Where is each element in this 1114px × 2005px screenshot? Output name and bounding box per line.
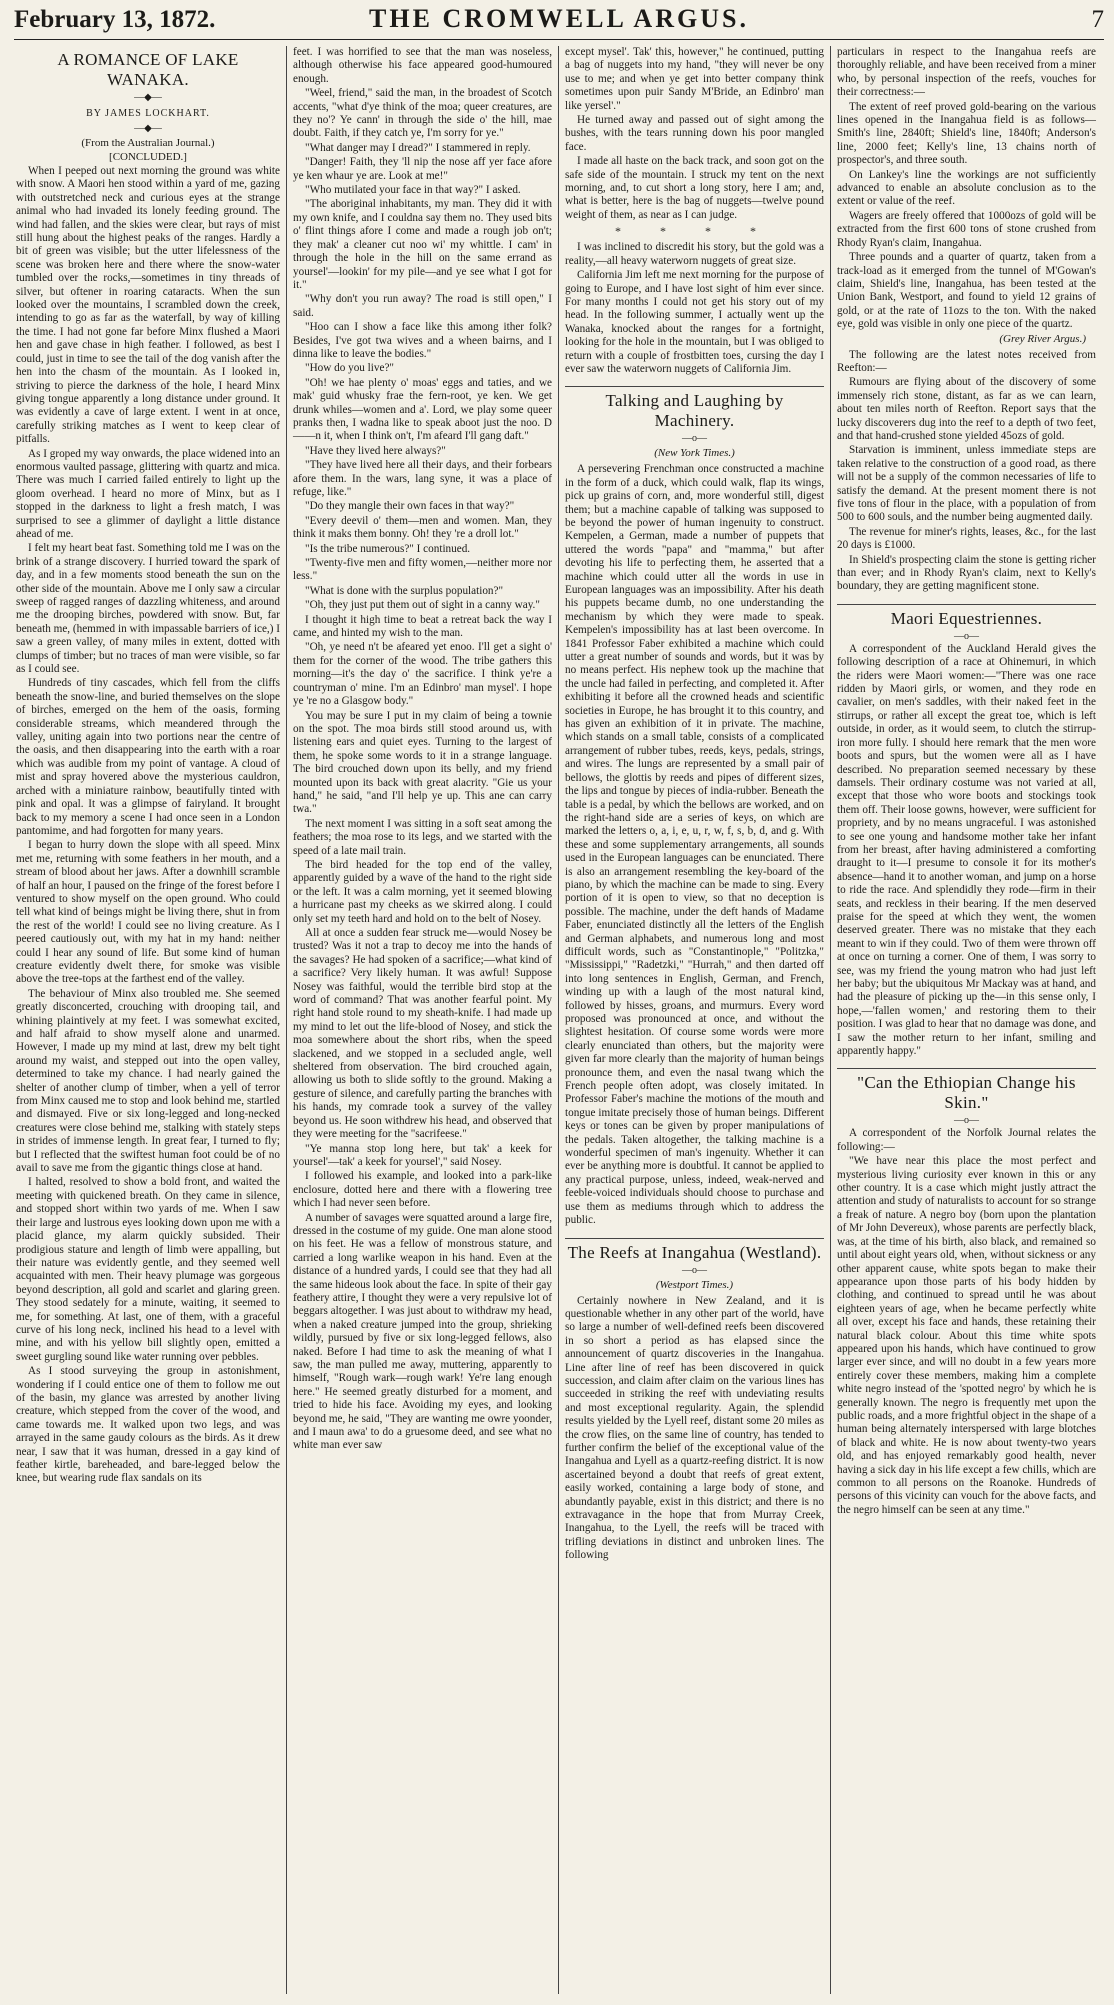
paragraph: In Shield's prospecting claim the stone is getting richer than ever; and in Rhody Ryan's claim, next to Kelly's boundary, they are getting magnificent stone. bbox=[837, 553, 1096, 593]
paragraph: I followed his example, and looked into a park-like enclosure, dotted here and there with a flowering tree which I had never seen before. bbox=[293, 1170, 552, 1210]
paragraph: The next moment I was sitting in a soft seat among the feathers; the moa rose to its legs, and we started with the speed of a late mail train. bbox=[293, 817, 552, 857]
divider bbox=[837, 604, 1096, 605]
divider bbox=[565, 386, 824, 387]
paragraph: "Danger! Faith, they 'll nip the nose aff yer face afore ye ken whaur ye are. Look at me!" bbox=[293, 156, 552, 182]
masthead bbox=[14, 0, 1104, 40]
paragraph: Three pounds and a quarter of quartz, taken from a track-load as it emerged from the tunnel of M'Gowan's claim, Shield's line, Inangahua, has been tested at the Union Bank, Westport, and found to yield 12 grains of gold, or at the rate of 11ozs to the ton. With the naked eye, gold was visible in only one piece of the quartz. bbox=[837, 251, 1096, 331]
paragraph: The extent of reef proved gold-bearing on the various lines opened in the Inangahua field is as follows—Smith's line, 2840ft; Shield's line, 1840ft; Anderson's line, 2000 feet; Kelly's line, 13 chains north of prospector's, and three south. bbox=[837, 100, 1096, 167]
paragraph: A correspondent of the Auckland Herald gives the following description of a race at Ohinemuri, in which the riders were Maori women:—"There was one race ridden by Maori girls, or women, and they rode en cavalier, on men's saddles, with their naked feet in the stirrups, or rather all except the great toe, which is left outside, in order, as it would seem, to clutch the stirrup-iron more fully. I should here remark that the men wore boots and spurs, but the women were all as I have described. No preparation seemed necessary by these damsels. Their ordinary costume was not varied at all, except that those who wore boots and stockings took them off. Their loose gowns, however, were sufficient for propriety, and by no means ungraceful. I was astonished to see one young and handsome mother take her infant from her breast, after having administered a comforting draught to it—I presume to console it for its mother's absence—hand it to another woman, and jump on a horse to ride the race. And splendidly they rode—firm in their seats, and reckless in their bearing. If the men deserved praise for the speed at which they went, the women deserved greater. There was no mistake that they each meant to win if they could. Two of them were thrown off at once on turning a corner. One of them, I was sorry to see, was my friend the young matron who had just left her baby; but the ubiquitous Mr Mackay was at hand, and had the pleasure of picking up the—in this sense only, I hope,—'fallen women,' and restoring them to their position. I was glad to hear that no damage was done, and I saw the mother return to her infant, smiling and apparently happy." bbox=[837, 642, 1096, 1058]
paragraph: except mysel'. Tak' this, however," he continued, putting a bag of nuggets into my hand, "they will never be ony use to me; and when ye get into better company think sometimes upon puir Sandy M'Bride, an Edinbro' man like yersel'." bbox=[565, 46, 824, 112]
paragraph: You may be sure I put in my claim of being a townie on the spot. The moa birds still stood around us, with listening ears and quiet eyes. Turning to the largest of them, he spoke some words to it in a strange language. The bird crouched down upon its belly, and my friend mounted upon its back with great alacrity. "Gie us your hand," he said, "and I'll help ye up. This ane can carry twa." bbox=[293, 709, 552, 816]
paragraph: "Hoo can I show a face like this among ither folk? Besides, I've got twa wives and a wheen bairns, and I dinna like to leave the bodies." bbox=[293, 321, 552, 360]
paragraph: "They have lived here all their days, and their forbears afore them. In the wars, lang syne, it was a place of refuge, like." bbox=[293, 459, 552, 498]
paragraph: The revenue for miner's rights, leases, &c., for the last 20 days is £1000. bbox=[837, 525, 1096, 552]
newspaper-title: THE CROMWELL ARGUS. bbox=[369, 4, 749, 33]
paragraph: A number of savages were squatted around a large fire, dressed in the costume of my guide. One man alone stood on his feet. He was a fellow of monstrous stature, and carried a long warlike weapon in his hand. Even at the distance of a hundred yards, I could see that they had all the same hideous look about the face. In spite of their gay feathery attire, I thought they were a very repulsive lot of beggars altogether. I was just about to withdraw my head, when a naked creature jumped into the group, shrieking wildly, pursued by five or six long-legged fellows, also naked. Before I had time to ask the meaning of what I saw, the man pulled me away, muttering, apparently to himself, "Rough wark—rough wark! Ye're lang enough here." He seemed greatly disturbed for a moment, and tried to hide his face. Avoiding my eyes, and looking beyond me, he said, "They are wanting me owre yoonder, and I maun awa' to do a gruesome deed, and see what no white man ever saw bbox=[293, 1211, 552, 1452]
paragraph: The following are the latest notes received from Reefton:— bbox=[837, 348, 1096, 374]
paragraph: When I peeped out next morning the ground was white with snow. A Maori hen stood within a yard of me, gazing with outstretched neck and curious eyes at the strange animal who had invaded its lonely feeding ground. The wind had fallen, and the skies were clear, but rays of mist still hung about the highest peaks of the ranges. Hardly a bit of green was visible; but the utter lifelessness of the scene was broken here and there where the snow-water tumbled over the rocks,—sometimes in tiny threads of silver, but oftener in roaring cataracts. When the sun looked over the mountains, I scrambled down the creek, intending to go as far as the waterfall, by way of killing the time. I had not gone far before Minx flushed a Maori hen and gave chase in high feather. I followed, as best I could, just in time to see the tail of the dog vanish after the hen into the chasm of the mountain. As I looked in, striving to pierce the darkness of the hole, I heard Minx giving tongue apparently a long distance under ground. It was evidently a cave of large extent. I went in at once, carefully striking matches as I went to keep clear of pitfalls. bbox=[16, 165, 280, 446]
paragraph: California Jim left me next morning for the purpose of going to Europe, and I have lost sight of him ever since. For many months I could not get his story out of my head. In the following summer, I actually went up the Wanaka, knocked about the ranges for a fortnight, looking for the hole in the mountain, but I was obliged to return with a couple of frostbitten toes, cursing the day I ever saw the waterworn nuggets of California Jim. bbox=[565, 269, 824, 375]
paragraph: "Why don't you run away? The road is still open," I said. bbox=[293, 293, 552, 319]
paragraph: "Do they mangle their own faces in that way?" bbox=[305, 500, 515, 513]
story-source: (Westport Times.) bbox=[655, 1278, 734, 1291]
story-source: (From the Australian Journal.) bbox=[81, 137, 215, 149]
paragraph: Starvation is imminent, unless immediate steps are taken relative to the construction of a good road, as there will not be a supply of the common necessaries of life to satisfy the demand. At the present moment there is not five tons of flour in the place, with a population of from 500 to 600 souls, and the number being augmented daily. bbox=[837, 444, 1096, 524]
paragraph: I halted, resolved to show a bold front, and waited the meeting with quickened breath. On they came in silence, and stopped short within two yards of me. When I saw their large and lustrous eyes looking down upon me with a placid glance, my alarm quickly subsided. Their prodigious stature and length of limb were appalling, but their nature was evidently gentle, and they seemed well acquainted with men. Their heavy plumage was gorgeous beyond description, all gold and scarlet and glaring green. They stood sedately for a minute, waiting, it seemed to me, for something. At last, one of them, with a graceful curve of his long neck, inclined his head to a level with mine, and with his yellow bill slightly open, emitted a sweet gurgling sound like water running over pebbles. bbox=[16, 1176, 280, 1363]
paragraph: "Twenty-five men and fifty women,—neither more nor less." bbox=[293, 557, 552, 583]
paragraph: "We have near this place the most perfect and mysterious living curiosity ever known in this or any other country. It is a case which might justly attract the attention and study of naturalists to account for so strange a freak of nature. A negro boy (born upon the plantation of Mr John Devereux), whose parents are perfectly black, was, at the time of his birth, also black, and remained so until about eight years old, when, without sickness or any other apparent cause, white spots began to make their appearance upon those parts of his body hidden by clothing, and continued to spread until he was about eighteen years of age, when he became perfectly white all over, except his face and hands, these retaining their natural black colour. About this time white spots appeared upon his hands, which have continued to grow larger ever since, and will no doubt in a few years more entirely cover these members, making him a complete white negro instead of the 'spotted negro' by which he is generally known. The negro is frequently met upon the public roads, and a more frightful object in the shape of a human being alternately interspersed with large blotches of black and white. He is now about twenty-two years old, and has enjoyed remarkably good health, never having a sick day in his life except a few chills, which are common to all persons on the Roanoke. Hundreds of persons of this vicinity can vouch for the above facts, and the negro himself can be seen at any time." bbox=[837, 1155, 1096, 1516]
story-title: Talking and Laughing by Machinery. bbox=[605, 391, 784, 431]
paragraph: Hundreds of tiny cascades, which fell from the cliffs beneath the snow-line, and buried themselves on the slope of birches, emerged on the hem of the oasis, forming considerable streams, which meandered through the valley, uniting again into two portions near the centre of the oasis, and then disappearing into the earth with a roar which was audible from my point of vantage. A cloud of mist and spray hovered above the mysterious cauldron, arched with a miniature rainbow, beautifully tinted with pink and opal. It was a glimpse of fairyland. It brought back to my memory a scene I had once seen in a London pantomime, and had forgotten for many years. bbox=[16, 677, 280, 837]
paragraph: The bird headed for the top end of the valley, apparently guided by a wave of the hand to the right side or the left. It was a calm morning, yet it seemed blowing a hurricane past my cheeks as we skirred along. I could only set my teeth hard and hold on to the belt of Nosey. bbox=[293, 858, 552, 925]
section-stars: * * * * bbox=[615, 224, 774, 239]
paragraph: I thought it high time to beat a retreat back the way I came, and hinted my wish to the man. bbox=[293, 613, 552, 640]
page-number: 7 bbox=[1091, 6, 1104, 33]
story-source: (New York Times.) bbox=[654, 447, 735, 460]
paragraph: I felt my heart beat fast. Something told me I was on the brink of a strange discovery. I hurried toward the spark of day, and in a few moments stood beneath the sun on the other side of the mountain. Above me I only saw a circular sweep of ragged ranges of dazzling whiteness, and around me the drooping birches, powdered with snow. But, far beneath me, (hemmed in with impassable barriers of ice,) I saw a green valley, of many miles in extent, dotted with clumps of timber; but no traces of man were visible, so far as I could see. bbox=[16, 542, 280, 676]
paragraph: All at once a sudden fear struck me—would Nosey be trusted? Was it not a trap to decoy me into the hands of the savages? He had spoken of a sacrifice;—what kind of a sacrifice? Very likely human. It was awful! Suppose Nosey was faithful, would the terrible bird stop at the word of command? That was another fearful point. My right hand stole round to my sheath-knife. I had made up my mind to let out the life-blood of Nosey, and stick the moa somewhere about the short ribs, when the speed slackened, and we stopped in a secluded angle, well sheltered from observation. The bird crouched again, allowing us both to slide softly to the ground. Making a gesture of silence, and carefully parting the branches with his hands, my comrade took a survey of the valley beyond us. He soon withdrew his head, and observed that they were meeting for the "sacrifeese." bbox=[293, 927, 552, 1141]
paragraph: He turned away and passed out of sight among the bushes, with the tears running down his poor mangled face. bbox=[565, 114, 824, 153]
paragraph: Wagers are freely offered that 1000ozs of gold will be extracted from the first 600 tons of stone crushed from Rhody Ryan's claim, Inangahua. bbox=[837, 209, 1096, 249]
issue-date: February 13, 1872. bbox=[14, 6, 216, 33]
paragraph: feet. I was horrified to see that the man was noseless, although otherwise his face appeared good-humoured enough. bbox=[293, 46, 552, 85]
paragraph: "The aboriginal inhabitants, my man. They did it with my own knife, and I couldna say them no. They used bits o' flint things afore I come and made a rough job on't; they mak' a cleaner cut noo wi' my whittle. I cam' in through the hole in the hill on the same errand as yoursel'—lookin' for my pile—and ye see what I got for it." bbox=[293, 198, 552, 291]
author-byline: BY JAMES LOCKHART. bbox=[86, 108, 210, 119]
paragraph: "How do you live?" bbox=[305, 362, 394, 375]
paragraph: "Oh, they just put them out of sight in a canny way." bbox=[305, 599, 540, 612]
paragraph: "Oh! we hae plenty o' moas' eggs and taties, and we mak' guid whusky frae the fern-root, ye ken. We get drunk whiles—women and a'. Lord, we play some queer pranks then, I wadna like to speak aboot just the noo. D——n it, when I think on't, I'm afeard I'll gang daft." bbox=[293, 376, 552, 443]
divider bbox=[837, 1068, 1096, 1069]
paragraph: "Ye manna stop long here, but tak' a keek for yoursel'—tak' a keek for yoursel'," said Nosey. bbox=[293, 1142, 552, 1168]
divider bbox=[565, 1238, 824, 1239]
column-2 bbox=[286, 46, 558, 1994]
paragraph: "Every deevil o' them—men and women. Man, they think it maks them bonny. Oh! they 're a droll lot." bbox=[293, 514, 552, 541]
paragraph: Rumours are flying about of the discovery of some immensely rich stone, distant, as far as we can learn, about ten miles north of Reefton. Report says that the lucky discoverers dug into the reef to a depth of two feet, and that hand-crushed stone yielded 45ozs of gold. bbox=[837, 376, 1096, 442]
paragraph: particulars in respect to the Inangahua reefs are thoroughly reliable, and have been received from a miner who, by personal inspection of the reefs, vouches for their correctness:— bbox=[837, 46, 1096, 99]
story-credit: (Grey River Argus.) bbox=[999, 332, 1086, 345]
paragraph: I made all haste on the back track, and soon got on the safe side of the mountain. I struck my tent on the next morning, and, to cut short a long story, here I am; and, what is better, here is the bag of nuggets—twelve pound weight of them, as near as I can judge. bbox=[565, 155, 824, 221]
paragraph: As I groped my way onwards, the place widened into an enormous vaulted passage, glittering with quartz and mica. There was much I carried failed entirely to light up the gloom overhead. I heard no more of Minx, but as I stopped in the darkness to light a fresh match, I was surprised to see a glimmer of daylight a little distance ahead of me. bbox=[16, 447, 280, 540]
paragraph: "What danger may I dread?" I stammered in reply. bbox=[305, 141, 531, 154]
paragraph: "Have they lived here always?" bbox=[305, 444, 446, 457]
paragraph: "Is the tribe numerous?" I continued. bbox=[305, 542, 471, 555]
story-title: The Reefs at Inangahua (Westland). bbox=[567, 1242, 822, 1262]
paragraph: The behaviour of Minx also troubled me. She seemed greatly disconcerted, crouching with drooping tail, and whining plaintively at my feet. I was somewhat excited, and half afraid to show myself alone and unarmed. However, I made up my mind at last, drew my belt tight around my waist, and stepped out into the open valley, determined to take my chance. I had nearly gained the shelter of another clump of timber, when a yell of terror from Minx caused me to stop and look behind me, startled and dismayed. Five or six long-legged and long-necked creatures were close behind me, stalking with stately steps in strides of immense length. In great fear, I turned to fly; but I reflected that the swiftest human foot could be of no avail to save me from the gigantic things close at hand. bbox=[16, 987, 280, 1175]
story-title: "Can the Ethiopian Change his Skin." bbox=[857, 1073, 1076, 1113]
paragraph: I was inclined to discredit his story, but the gold was a reality,—all heavy waterworn nuggets of great size. bbox=[565, 241, 824, 267]
paragraph: "What is done with the surplus population?" bbox=[305, 584, 504, 597]
paragraph: A persevering Frenchman once constructed a machine in the form of a duck, which could walk, flap its wings, pick up grains of corn, and, more wonderful still, digest them; but a machine capable of talking was supposed to be beyond the power of human ingenuity to construct. Kempelen, a German, made a number of puppets that uttered the words "papa" and "mamma," but after devoting his life to perfecting them, he asserted that a machine which could utter all the words in use in European languages was an impossibility. After his death his puppets became dumb, no one understanding the mechanism by which they were made to speak. Kempelen's impossibility has at last been overcome. In 1841 Professor Faber exhibited a machine which could utter a great number of sounds and words, but it was by no means perfect. His nephew took up the machine that the uncle had failed in perfecting, and completed it. After exhibiting it before all the crowned heads and scientific societies in Europe, he has brought it to this country, and has given an exhibition of it in private. The machine, which stands on a small table, consists of a complicated arrangement of rubber tubes, reeds, keys, pedals, strings, and wires. The lungs are represented by a small pair of bellows, the glottis by reeds and pipes of different sizes, the lips and tongue by pieces of india-rubber. Beneath the table is a pedal, by which the bellows are worked, and on the right-hand side are a series of keys, on which are marked the letters o, a, i, e, u, r, w, f, s, b, d, and g. With these and some supplementary arrangements, all sounds used in the European languages can be enunciated. There is also an arrangement resembling the key-board of the piano, by which the machine can be made to sing. Every portion of it is open to view, so that no deception is possible. The machine, under the deft hands of Madame Faber, enunciated distinctly all the letters of the English and German alphabets, and numerous long and most difficult words, such as "Constantinople," "Politzka," "Mississippi," "Radetzki," "Hurrah," and then darted off into long sentences in English, German, and French, winding up with a laugh of the most natural kind, followed by hisses, groans, and murmurs. Every word proposed was pronounced at once, and without the slightest hesitation. Of course some words were more clearly enunciated than others, but the majority were given far more clearly than the majority of human beings pronounce them, and even the nasal twang which the French people often adopt, was closely imitated. In Professor Faber's machine the motions of the mouth and tongue imitate precisely those of human beings. Different keys or tones can be given by proper manipulations of the pedals. Taken altogether, the talking machine is a wonderful specimen of man's ingenuity. Whether it can ever be anything more is doubtful. It cannot be applied to any practical purpose, unless, indeed, weak-nerved and feeble-voiced individuals should choose to purchase and use them as mediums through which to address the public. bbox=[565, 463, 824, 1227]
columns bbox=[14, 46, 1104, 1994]
story-title: Maori Equestriennes. bbox=[890, 608, 1043, 628]
paragraph: On Lankey's line the workings are not sufficiently advanced to enable an absolute conclusion as to the extent or value of the reef. bbox=[837, 168, 1096, 208]
paragraph: I began to hurry down the slope with all speed. Minx met me, returning with some feathers in her mouth, and a stream of blood about her jaws. After a downhill scramble of half an hour, I paused on the fringe of the forest before I ventured to show myself on the open ground. Who could tell what kind of beings might be living there, shut in from the rest of the world! I could see no living creature. As I peered cautiously out, with my hat in my hand: neither could I hear any sound of life. But some kind of human creature evidently dwelt there, for smoke was visible above the tree-tops at the farthest end of the valley. bbox=[16, 839, 280, 986]
paragraph: Certainly nowhere in New Zealand, and it is questionable whether in any other part of the world, have so large a number of well-defined reefs been discovered in so short a period as has elapsed since the announcement of quartz discoveries in the Inangahua. Line after line of reef has been discovered in quick succession, and claim after claim on the various lines has succeeded in striking the reef with undeviating results and most exceptional regularity. Again, the splendid results yielded by the Lyell reef, distant some 20 miles as the crow flies, on the same line of country, has tended to further confirm the belief of the exceptional value of the Inangahua and Lyell as a quartz-reefing district. It is now ascertained beyond a doubt that reefs of great extent, easily worked, containing a large body of stone, and abundantly payable, exist in this district; and there is no extravagance in the hope that from Murray Creek, Inangahua, to the Lyell, the reefs will be traced with trifling deviations in distinct and unbroken lines. The following bbox=[565, 1294, 824, 1562]
story-status: [CONCLUDED.] bbox=[109, 151, 187, 163]
paragraph: A correspondent of the Norfolk Journal relates the following:— bbox=[837, 1127, 1096, 1153]
column-1: A ROMANCE OF LAKE WANAKA. —◆— BY JAMES LOCKHART. —◆— (From the Australian Journal.) [CONCLUDED.] When I peeped out next morning the ground was white with snow. A Maori hen stood within a yard of me, gazing with outstretched neck and curious eyes at the strange animal who had invaded its lonely feeding ground. The wind had fallen, and the skies were clear, but rays of mist still hung about the highest peaks of the ranges. Hardly a bit of green was visible; but the utter lifelessness of the scene was broken here and there where the snow-water tumbled over the rocks,—sometimes in tiny threads of silver, but oftener in roaring cataracts. When the sun looked over the mountains, I scrambled down the creek, intending to go as far as the waterfall, by way of killing the time. I had not gone far before Minx flushed a Maori hen and gave chase in high feather. I followed, as best I could, just in time to see the tail of the dog vanish after the hen into the chasm of the mountain. As I looked in, striving to pierce the darkness of the hole, I heard Minx giving tongue apparently a long distance under ground. It was evidently a cave of large extent. I went in at once, carefully striking matches as I went to keep clear of pitfalls. As I groped my way onwards, the place widened into an enormous vaulted passage, glittering with quartz and mica. There was much I carried failed entirely to light up the gloom overhead. I heard no more of Minx, but as I stopped in the darkness to light a fresh match, I was surprised to see a glimmer of daylight a little distance ahead of me. I felt my heart beat fast. Something told me I was on the brink of a strange discovery. I hurried toward the spark of day, and in a few moments stood beneath the sun on the other side of the mountain. Above me I only saw a circular sweep of ragged ranges of dazzling whiteness, and around me the drooping birches, powdered with snow. But, far beneath me, (hemmed in with impassable barriers of ice,) I saw a green valley, of many miles in extent, dotted with clumps of timber; but no traces of man were visible, so far as I could see. Hundreds of tiny cascades, which fell from the cliffs beneath the snow-line, and buried themselves on the slope of birches, emerged on the hem of the oasis, forming considerable streams, which meandered through the valley, uniting again into two portions near the centre of the oasis, and then disappearing into the earth with a roar which was audible from my point of vantage. A cloud of mist and spray hovered above the mysterious cauldron, arched with a miniature rainbow, beautifully tinted with pink and opal. It was a glimpse of fairyland. It brought back to my memory a scene I had once seen in a London pantomime, and had forgotten for many years. I began to hurry down the slope with all speed. Minx met me, returning with some feathers in her mouth, and a stream of blood about her jaws. After a downhill scramble of half an hour, I paused on the fringe of the forest before I ventured to show myself on the open ground. Who could tell what kind of beings might be living there, shut in from the rest of the world! I could see no living creature. As I peered cautiously out, with my hat in my hand: neither could I hear any sound of life. But some kind of human creature evidently dwelt there, for smoke was visible above the tree-tops at the farthest end of the valley. The behaviour of Minx also troubled me. She seemed greatly disconcerted, crouching with drooping tail, and whining plaintively at my feet. I was somewhat excited, and half afraid to show myself alone and unarmed. However, I made up my mind at last, drew my belt tight around my waist, and stepped out into the open valley, determined to take my chance. I had nearly gained the shelter of another clump of timber, when a yell of terror from Minx caused me to stop and look behind me, startled and dismayed. Five or six long-legged and long-necked creatures were close behind me, stalking with stately steps in strides of immense length. In great fear, I turned to fly; but I reflected that the swiftest human foot could be of no avail to save me from the gigantic things close at hand. I halted, resolved to show a bold front, and waited the meeting with quickened breath. On they came in silence, and stopped short within two yards of me. When I saw their large and lustrous eyes looking down upon me with a placid glance, my alarm quickly subsided. Their prodigious stature and length of limb were appalling, but their nature was evidently gentle, and they seemed well acquainted with men. Their heavy plumage was gorgeous beyond description, all gold and scarlet and glaring green. They stood sedately for a minute, waiting, it seemed to me, for something. At last, one of them, with a graceful curve of his long neck, inclined his head to a level with mine, and with his yellow bill slightly open, emitted a sweet gurgling sound like water running over pebbles. As I stood surveying the group in astonishment, wondering if I could entice one of them to follow me out of the basin, my glance was arrested by another living creature, which stepped from the cover of the wood, and came towards me. It walked upon two legs, and was arrayed in the same gaudy colours as the birds. As it drew near, I saw that it was human, dressed in a gay kind of feather kirtle, bareheaded, and bare-legged below the knee, but wearing rude flax sandals on its bbox=[16, 50, 280, 1485]
paragraph: "Weel, friend," said the man, in the broadest of Scotch accents, "what d'ye think of the moa; queer creatures, are they no'? Ye cann' in through the side o' the hill, mae doubt. Faith, if they catch ye, I'm sorry for ye." bbox=[293, 87, 552, 140]
column-3: except mysel'. Tak' this, however," he continued, putting a bag of nuggets into my hand, "they will never be ony use to me; and when ye get into better company think sometimes upon puir Sandy M'Bride, an Edinbro' man like yersel'." He turned away and passed out of sight among the bushes, with the tears running down his poor mangled face. I made all haste on the back track, and soon got on the safe side of the mountain. I struck my tent on the next morning, and, to cut short a long story, here I am; and, what is better, here is the bag of nuggets—twelve pound weight of them, as near as I can judge. * * * * I was inclined to discredit his story, but the gold was a reality,—all heavy waterworn nuggets of great size. California Jim left me next morning for the purpose of going to Europe, and I have lost sight of him ever since. For many months I could not get his story out of my head. In the following summer, I actually went up the Wanaka, knocked about the ranges for a fortnight, looking for the hole in the mountain, but I was obliged to return with a couple of frostbitten toes, cursing the day I ever saw the waterworn nuggets of California Jim. Talking and Laughing by Machinery. —o— (New York Times.) A persevering Frenchman once constructed a machine in the form of a duck, which could walk, flap its wings, pick up grains of corn, and, more wonderful still, digest them; but a machine capable of talking was supposed to be beyond the power of human ingenuity to construct. Kempelen, a German, made a number of puppets that uttered the words "papa" and "mamma," but after devoting his life to perfecting them, he asserted that a machine which could utter all the words in use in European languages was an impossibility. After his death his puppets became dumb, no one understanding the mechanism by which they were made to speak. Kempelen's impossibility has at last been overcome. In 1841 Professor Faber exhibited a machine which could utter a great number of sounds and words, but it was by no means perfect. His nephew took up the machine that the uncle had failed in perfecting, and completed it. After exhibiting it before all the crowned heads and scientific societies in Europe, he has brought it to this country, and has given an exhibition of it in private. The machine, which stands on a small table, consists of a complicated arrangement of rubber tubes, reeds, keys, pedals, strings, and wires. The lungs are represented by a small pair of bellows, the glottis by reeds and pipes of different sizes, the lips and tongue by pieces of india-rubber. Beneath the table is a pedal, by which the bellows are worked, and on the right-hand side are a series of keys, on which are marked the letters o, a, i, e, u, r, w, f, s, b, d, and g. With these and some supplementary arrangements, all sounds used in the European languages can be enunciated. There is also an arrangement resembling the key-board of the piano, by which the machine can be made to sing. Every portion of it is open to view, so that no deception is possible. The machine, under the deft hands of Madame Faber, enunciated distinctly all the letters of the English and German alphabets, and numerous long and most difficult words, such as "Constantinople," "Politzka," "Mississippi," "Radetzki," "Hurrah," and then darted off into long sentences in English, German, and French, winding up with a laugh of the most natural kind, followed by hisses, groans, and murmurs. Every word proposed was pronounced at once, and without the slightest hesitation. Of course some words were more clearly enunciated than others, but the majority were given far more clearly than the majority of human beings pronounce them, and even the nasal twang which the French people often adopt, was closely imitated. In Professor Faber's machine the motions of the mouth and tongue imitate precisely those of human beings. Different keys or tones can be given by proper manipulations of the pedals. Taken altogether, the talking machine is a wonderful specimen of man's ingenuity. Whether it can ever be anything more is doubtful. It cannot be applied to any practical purpose, unless, indeed, weak-nerved and feeble-voiced individuals should choose to purchase and use them as mediums through which to address the public. The Reefs at Inangahua (Westland). —o— (Westport Times.) Certainly nowhere in New Zealand, and it is questionable whether in any other part of the world, have so large a number of well-defined reefs been discovered in so short a period as has elapsed since the announcement of quartz discoveries in the Inangahua. Line after line of reef has been discovered in quick succession, and claim after claim on the various lines has succeeded in striking the reef with undeviating results and most exceptional regularity. Again, the splendid results yielded by the Lyell reef, distant some 20 miles as the crow flies, on the same line of country, has tended to further confirm the belief of the exceptional value of the Inangahua and Lyell as a quartz-reefing district. It is now ascertained beyond a doubt that reefs of great extent, easily worked, containing a large body of stone, and abundantly payable, exist in this district; and there is no extravagance in the hope that from Murray Creek, Inangahua, to the Lyell, the reefs will be traced with trifling deviations in distinct and unbroken lines. The following bbox=[558, 46, 830, 1994]
story-title: A ROMANCE OF LAKE WANAKA. bbox=[57, 50, 239, 89]
column-4: particulars in respect to the Inangahua reefs are thoroughly reliable, and have been received from a miner who, by personal inspection of the reefs, vouches for their correctness:— The extent of reef proved gold-bearing on the various lines opened in the Inangahua field is as follows—Smith's line, 2840ft; Shield's line, 1840ft; Anderson's line, 2000 feet; Kelly's line, 13 chains north of prospector's, and three south. On Lankey's line the workings are not sufficiently advanced to enable an absolute conclusion as to the extent or value of the reef. Wagers are freely offered that 1000ozs of gold will be extracted from the first 600 tons of stone crushed from Rhody Ryan's claim, Inangahua. Three pounds and a quarter of quartz, taken from a track-load as it emerged from the tunnel of M'Gowan's claim, Shield's line, Inangahua, has been tested at the Union Bank, Westport, and found to yield 12 grains of gold, or at the rate of 11ozs to the ton. With the naked eye, gold was visible in only one piece of the quartz. (Grey River Argus.) The following are the latest notes received from Reefton:— Rumours are flying about of the discovery of some immensely rich stone, distant, as far as we can learn, about ten miles north of Reefton. Report says that the lucky discoverers dug into the reef to a depth of two feet, and that hand-crushed stone yielded 45ozs of gold. Starvation is imminent, unless immediate steps are taken relative to the construction of a good road, as there will not be a supply of the common necessaries of life to satisfy the demand. At the present moment there is not five tons of flour in the place, with a population of from 500 to 600 souls, and the number being augmented daily. The revenue for miner's rights, leases, &c., for the last 20 days is £1000. In Shield's prospecting claim the stone is getting richer than ever; and in Rhody Ryan's claim, next to Kelly's boundary, they are getting magnificent stone. Maori Equestriennes. —o— A correspondent of the Auckland Herald gives the following description of a race at Ohinemuri, in which the riders were Maori women:—"There was one race ridden by Maori girls, or women, and they rode en cavalier, on men's saddles, with their naked feet in the stirrups, or rather all except the great toe, which is left outside, in order, as it would seem, to clutch the stirrup-iron more fully. I should here remark that the men wore boots and spurs, but the women were all as I have described. No preparation seemed necessary by these damsels. Their ordinary costume was not varied at all, except that those who wore boots and stockings took them off. Their loose gowns, however, were sufficient for propriety, and by no means ungraceful. I was astonished to see one young and handsome mother take her infant from her breast, after having administered a comforting draught to it—I presume to console it for its mother's absence—hand it to another woman, and jump on a horse to ride the race. And splendidly they rode—firm in their seats, and reckless in their bearing. If the men deserved praise for the speed at which they went, the women deserved greater. There was no mistake that they each meant to win if they could. Two of them were thrown off at once on turning a corner. One of them, I was sorry to see, was my friend the young matron who had just left her baby; but the ubiquitous Mr Mackay was at hand, and had the pleasure of picking up the—in this sense only, I hope,—'fallen women,' and restoring them to their position. I was glad to hear that no damage was done, and I saw the mother return to her infant, smiling and apparently happy." "Can the Ethiopian Change his Skin." —o— A correspondent of the Norfolk Journal relates the following:— "We have near this place the most perfect and mysterious living curiosity ever known in this or any other country. It is a case which might justly attract the attention and study of naturalists to account for so strange a freak of nature. A negro boy (born upon the plantation of Mr John Devereux), whose parents are perfectly black, was, at the time of his birth, also black, and remained so until about eight years old, when, without sickness or any other apparent cause, white spots began to make their appearance upon those parts of his body hidden by clothing, and continued to spread until he was about eighteen years of age, when he became perfectly white all over, except his face and hands, these retaining their natural black colour. About this time white spots appeared upon his hands, which have continued to grow larger ever since, and will no doubt in a few years more entirely cover these members, making him a complete white negro instead of the 'spotted negro' by which he is generally known. The negro is frequently met upon the public roads, and a more frightful object in the shape of a human being alternately interspersed with large blotches of black and white. He is now about twenty-two years old, and has enjoyed remarkably good health, never having a sick day in his life except a few chills, which are common to all persons on the Roanoke. Hundreds of persons of this vicinity can vouch for the above facts, and the negro himself can be seen at any time." bbox=[830, 46, 1102, 1994]
paragraph: "Who mutilated your face in that way?" I asked. bbox=[305, 184, 521, 197]
paragraph: As I stood surveying the group in astonishment, wondering if I could entice one of them to follow me out of the basin, my glance was arrested by another living creature, which stepped from the cover of the wood, and came towards me. It walked upon two legs, and was arrayed in the same gaudy colours as the birds. As it drew near, I saw that it was human, dressed in a gay kind of feather kirtle, bareheaded, and bare-legged below the knee, but wearing rude flax sandals on its bbox=[16, 1365, 280, 1485]
paragraph: "Oh, ye need n't be afeared yet enoo. I'll get a sight o' them for the corner of the wood. The tribe gathers this morning—it's the day o' the sacrifice. I think ye're a countryman o' mine. I'm an Edinbro' man mysel'. I hope ye 're no a Glasgow body." bbox=[293, 641, 552, 708]
